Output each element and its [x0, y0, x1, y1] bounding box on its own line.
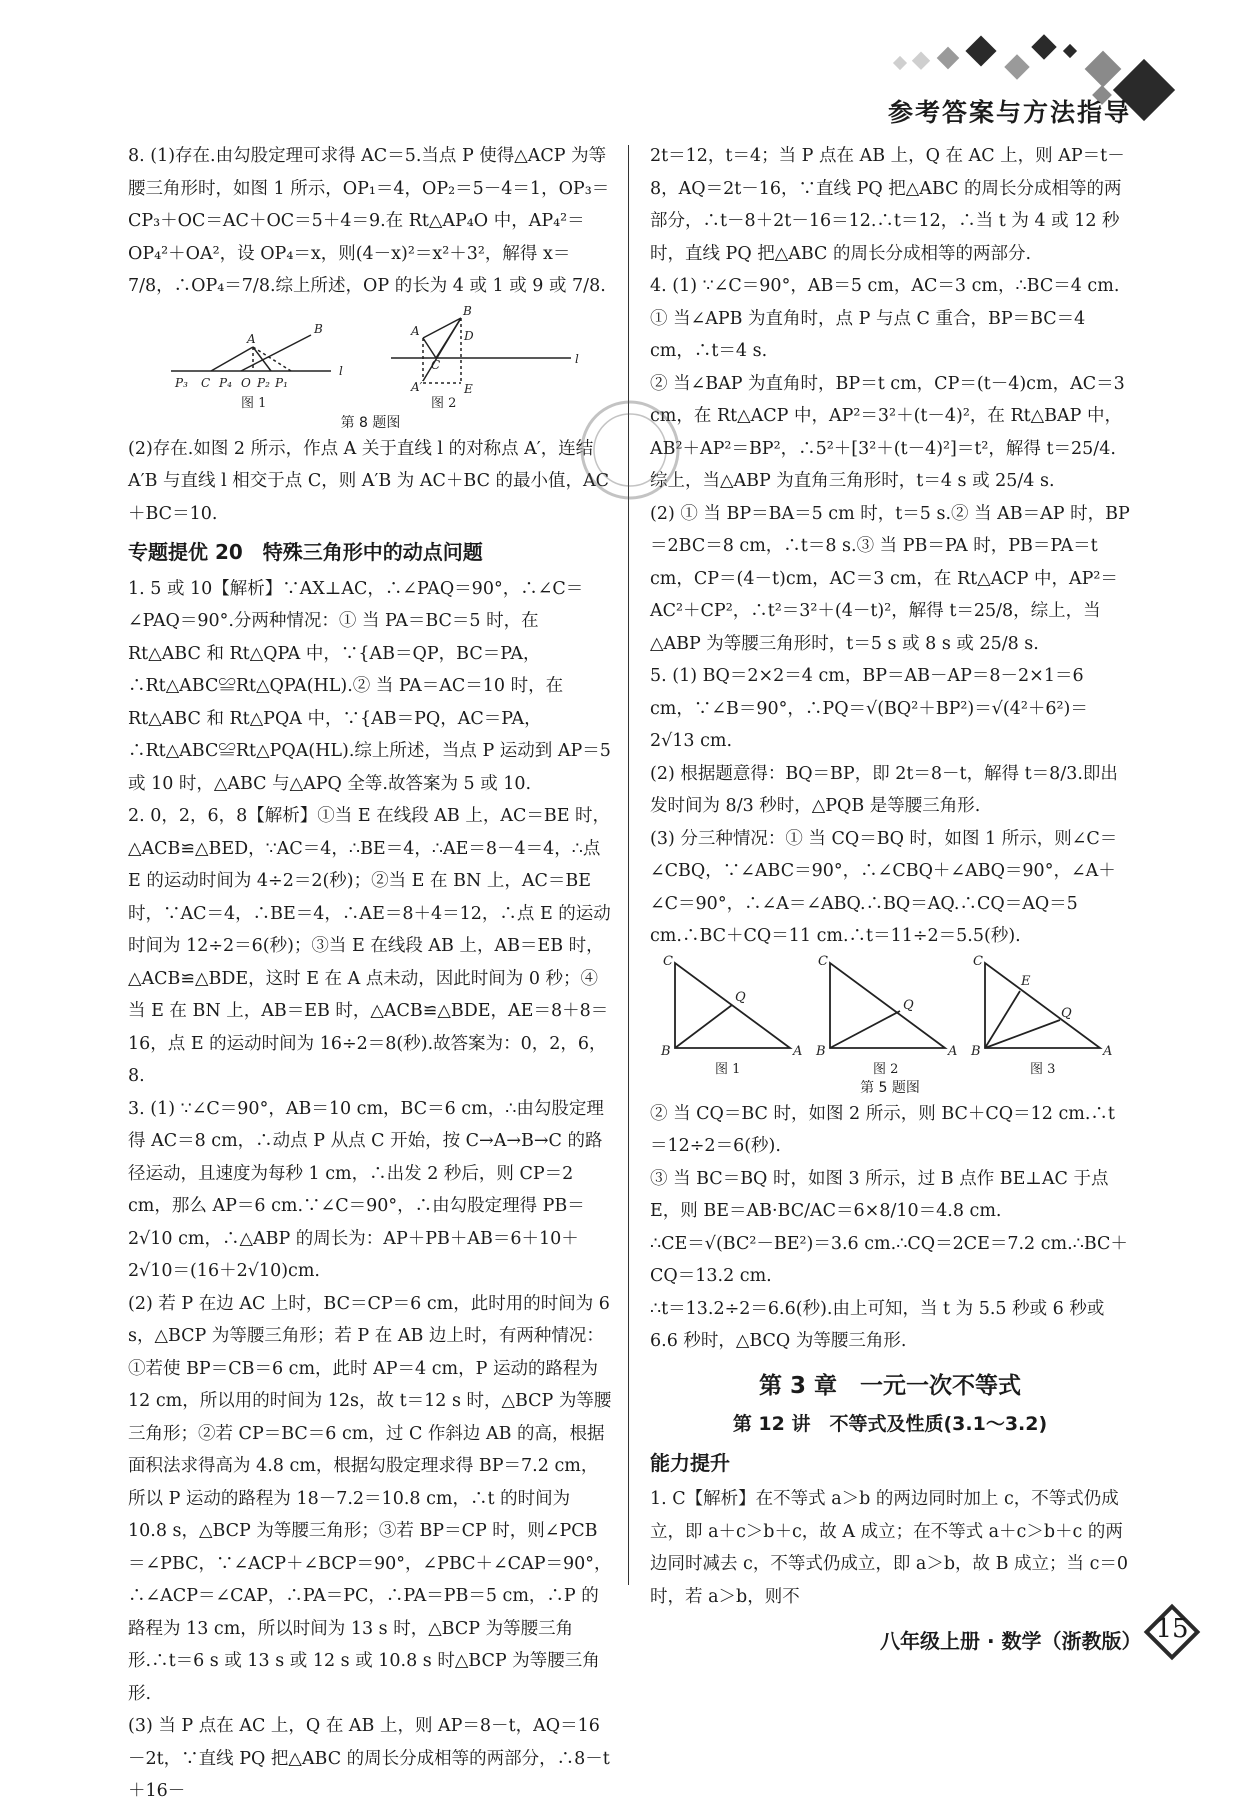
- fig2-caption: 图 2: [430, 395, 456, 411]
- q5-part4: ② 当 CQ＝BC 时，如图 2 所示，则 BC＋CQ＝12 cm.∴t＝12÷2＝6(秒).: [650, 1103, 1115, 1156]
- svg-text:B: B: [661, 1043, 671, 1059]
- fig1-caption: 图 1: [240, 395, 266, 411]
- svg-text:B: B: [462, 303, 472, 318]
- svg-text:P₄: P₄: [218, 375, 232, 390]
- svg-text:A: A: [948, 1043, 958, 1059]
- q3-part1: 3. (1) ∵∠C＝90°，AB＝10 cm，BC＝6 cm，∴由勾股定理得 AC＝8 cm，∴动点 P 从点 C 开始，按 C→A→B→C 的路径运动，且速度为每秒 1 cm，∴出发 2 秒后，则 CP＝2 cm，那么 AP＝6 cm.∵∠C＝90°，∴由勾股定理得 PB＝2√10 cm，∴△ABP 的周长为：AP＋PB＋AB＝6＋10＋2√10＝(16＋2√10)cm.: [128, 1098, 604, 1281]
- q5-part1: 5. (1) BQ＝2×2＝4 cm，BP＝AB－AP＝8－2×1＝6 cm，∵∠B＝90°，∴PQ＝√(BQ²＋BP²)＝√(4²＋6²)＝2√13 cm.: [650, 666, 1088, 751]
- svg-text:A′: A′: [410, 379, 422, 394]
- q5-part3: (3) 分三种情况：① 当 CQ＝BQ 时，如图 1 所示，则∠C＝∠CBQ，∵∠ABC＝90°，∴∠CBQ＋∠ABQ＝90°，∠A＋∠C＝90°，∴∠A＝∠ABQ.∴BQ＝AQ.∴CQ＝AQ＝5 cm.∴BC＋CQ＝11 cm.∴t＝11÷2＝5.5(秒).: [650, 828, 1118, 946]
- footer-grade-subject: 八年级上册 · 数学（浙教版）: [880, 1629, 1142, 1653]
- svg-text:Q: Q: [903, 997, 914, 1013]
- left-column: [128, 140, 613, 1808]
- section-title: 专题提优 20 特殊三角形中的动点问题: [128, 540, 483, 564]
- svg-text:B: B: [313, 321, 323, 336]
- q1: 1. 5 或 10【解析】∵AX⊥AC，∴∠PAQ＝90°，∴∠C＝∠PAQ＝90°.分两种情况：① 当 PA＝BC＝5 时，在 Rt△ABC 和 Rt△QPA 中，∵{AB＝QP，BC＝PA，∴Rt△ABC≌Rt△QPA(HL).② 当 PA＝AC＝10 时，在 Rt△ABC 和 Rt△PQA 中，∵{AB＝PQ，AC＝PA，∴Rt△ABC≌Rt△PQA(HL).综上所述，当点 P 运动到 AP＝5 或 10 时，△ABC 与△APQ 全等.故答案为 5 或 10.: [128, 578, 611, 794]
- svg-text:l: l: [338, 363, 343, 378]
- column-divider: [628, 145, 629, 1585]
- svg-text:A: A: [246, 331, 256, 346]
- page-number-badge: [1140, 1600, 1204, 1664]
- svg-text:E: E: [463, 381, 473, 396]
- svg-text:Q: Q: [1061, 1005, 1072, 1021]
- q5-part5: ③ 当 BC＝BQ 时，如图 3 所示，过 B 点作 BE⊥AC 于点 E，则 BE＝AB·BC/AC＝6×8/10＝4.8 cm.: [650, 1168, 1109, 1221]
- q8-part1: 8. (1)存在.由勾股定理可求得 AC＝5.当点 P 使得△ACP 为等腰三角形时，如图 1 所示，OP₁＝4，OP₂＝5－4＝1，OP₃＝CP₃＋OC＝AC＋OC＝5＋4＝9.在 Rt△AP₄O 中，AP₄²＝OP₄²＋OA²，设 OP₄＝x，则(4－x)²＝x²＋3²，解得 x＝7/8，∴OP₄＝7/8.综上所述，OP 的长为 4 或 1 或 9 或 7/8.: [128, 146, 610, 296]
- svg-text:C: C: [973, 953, 983, 969]
- q4-part4: (2) ① 当 BP＝BA＝5 cm 时，t＝5 s.② 当 AB＝AP 时，BP＝2BC＝8 cm，∴t＝8 s.③ 当 PB＝PA 时，PB＝PA＝t cm，CP＝(4－t)cm，AC＝3 cm，在 Rt△ACP 中，AP²＝AC²＋CP²，∴t²＝3²＋(4－t)²，解得 t＝25/8，综上，当△ABP 为等腰三角形时，t＝5 s 或 8 s 或 25/8 s.: [650, 503, 1130, 654]
- fig5-1-caption: 图 1: [715, 1061, 741, 1077]
- q8-part2: (2)存在.如图 2 所示，作点 A 关于直线 l 的对称点 A′，连结 A′B 与直线 l 相交于点 C，则 A′B 为 AC＋BC 的最小值，AC＋BC＝10.: [128, 438, 610, 524]
- svg-text:A: A: [793, 1043, 803, 1059]
- q4-part2: ① 当∠APB 为直角时，点 P 与点 C 重合，BP＝BC＝4 cm，∴t＝4 s.: [650, 308, 1086, 361]
- svg-text:B: B: [971, 1043, 981, 1059]
- q2: 2. 0，2，6，8【解析】①当 E 在线段 AB 上，AC＝BE 时，△ACB≌△BED，∵AC＝4，∴BE＝4，∴AE＝8－4＝4，∴点 E 的运动时间为 4÷2＝2(秒)；②当 E 在 BN 上，AC＝BE 时，∵AC＝4，∴BE＝4，∴AE＝8＋4＝12，∴点 E 的运动时间为 12÷2＝6(秒)；③当 E 在线段 AB 上，AB＝EB 时，△ACB≌△BDE，这时 E 在 A 点未动，因此时间为 0 秒；④当 E 在 BN 上，AB＝EB 时，△ACB≌△BDE，AE＝8＋8＝16，点 E 的运动时间为 16÷2＝8(秒).故答案为：0，2，6，8.: [128, 806, 611, 1086]
- svg-text:A: A: [410, 323, 420, 338]
- chapter-title: 第 3 章 一元一次不等式: [758, 1372, 1022, 1399]
- q4-part1: 4. (1) ∵∠C＝90°，AB＝5 cm，AC＝3 cm，∴BC＝4 cm.: [650, 276, 1120, 296]
- right-column: [650, 140, 1130, 1613]
- subsection-title: 能力提升: [650, 1450, 730, 1475]
- fig5-3-caption: 图 3: [1030, 1061, 1056, 1077]
- svg-text:Q: Q: [735, 989, 746, 1005]
- svg-text:C: C: [663, 953, 673, 969]
- q5-part6: ∴CE＝√(BC²－BE²)＝3.6 cm.∴CQ＝2CE＝7.2 cm.∴BC＋CQ＝13.2 cm.: [650, 1233, 1128, 1286]
- svg-text:O: O: [240, 375, 251, 390]
- lecture-title: 第 12 讲 不等式及性质(3.1～3.2): [732, 1413, 1048, 1435]
- fig5-2-caption: 图 2: [873, 1061, 899, 1077]
- q3-part2: (2) 若 P 在边 AC 上时，BC＝CP＝6 cm，此时用的时间为 6 s，△BCP 为等腰三角形；若 P 在 AB 边上时，有两种情况：①若使 BP＝CB＝6 cm，此时 AP＝4 cm，P 运动的路程为 12 cm，所以用的时间为 12s，故 t＝12 s 时，△BCP 为等腰三角形；②若 CP＝BC＝6 cm，过 C 作斜边 AB 的高，根据面积法求得高为 4.8 cm，根据勾股定理求得 BP＝7.2 cm，所以 P 运动的路程为 18－7.2＝10.8 cm，∴t 的时间为 10.8 s，△BCP 为等腰三角形；③若 BP＝CP 时，则∠PCB＝∠PBC，∵∠ACP＋∠BCP＝90°，∠PBC＋∠CAP＝90°，∴∠ACP＝∠CAP，∴PA＝PC，∴PA＝PB＝5 cm，∴P 的路程为 13 cm，所以时间为 13 s 时，△BCP 为等腰三角形.∴t＝6 s 或 13 s 或 12 s 或 10.8 s 时△BCP 为等腰三角形.: [128, 1293, 612, 1704]
- figure-5: [655, 953, 1125, 1078]
- svg-text:A: A: [1103, 1043, 1113, 1059]
- svg-text:C: C: [818, 953, 828, 969]
- svg-text:C: C: [430, 357, 440, 372]
- figure-8: [161, 303, 581, 413]
- q5-part7: ∴t＝13.2÷2＝6.6(秒).由上可知，当 t 为 5.5 秒或 6 秒或 6.6 秒时，△BCQ 为等腰三角形.: [650, 1298, 1105, 1351]
- q3-continued: 2t＝12，t＝4；当 P 点在 AB 上，Q 在 AC 上，则 AP＝t－8，AQ＝2t－16，∵直线 PQ 把△ABC 的周长分成相等的两部分，∴t－8＋2t－16＝12.∴t＝12，∴当 t 为 4 或 12 秒时，直线 PQ 把△ABC 的周长分成相等的两部分.: [650, 146, 1125, 264]
- stamp-icon: [575, 395, 685, 505]
- fig8-caption: 第 8 题图: [340, 414, 401, 431]
- svg-text:E: E: [1021, 973, 1031, 989]
- svg-text:P₂: P₂: [256, 375, 270, 390]
- q5-part2: (2) 根据题意得：BQ＝BP，即 2t＝8－t，解得 t＝8/3.即出发时间为 8/3 秒时，△PQB 是等腰三角形.: [650, 763, 1118, 816]
- svg-text:l: l: [574, 351, 579, 366]
- chapter3-q1: 1. C【解析】在不等式 a＞b 的两边同时加上 c，不等式仍成立，即 a＋c＞b＋c，故 A 成立；在不等式 a＋c＞b＋c 的两边同时减去 c，不等式仍成立，即 a＞b，故 B 成立；当 c＝0 时，若 a＞b，则不: [650, 1489, 1129, 1607]
- svg-text:B: B: [816, 1043, 826, 1059]
- svg-text:P₃: P₃: [174, 375, 188, 390]
- page-number: 15: [1155, 1614, 1189, 1644]
- fig5-caption: 第 5 题图: [860, 1079, 920, 1096]
- q3-part3: (3) 当 P 点在 AC 上，Q 在 AB 上，则 AP＝8－t，AQ＝16－2t，∵直线 PQ 把△ABC 的周长分成相等的两部分，∴8－t＋16－: [128, 1716, 610, 1801]
- svg-text:D: D: [463, 328, 474, 343]
- q4-part3: ② 当∠BAP 为直角时，BP＝t cm，CP＝(t－4)cm，AC＝3 cm，在 Rt△ACP 中，AP²＝3²＋(t－4)²，在 Rt△BAP 中，AB²＋AP²＝BP²，∴5²＋[3²＋(t－4)²]＝t²，解得 t＝25/4.综上，当△ABP 为直角三角形时，t＝4 s 或 25/4 s.: [650, 373, 1125, 491]
- svg-text:C: C: [200, 375, 210, 390]
- header-title: 参考答案与方法指导: [888, 98, 1132, 127]
- svg-text:P₁: P₁: [274, 375, 288, 390]
